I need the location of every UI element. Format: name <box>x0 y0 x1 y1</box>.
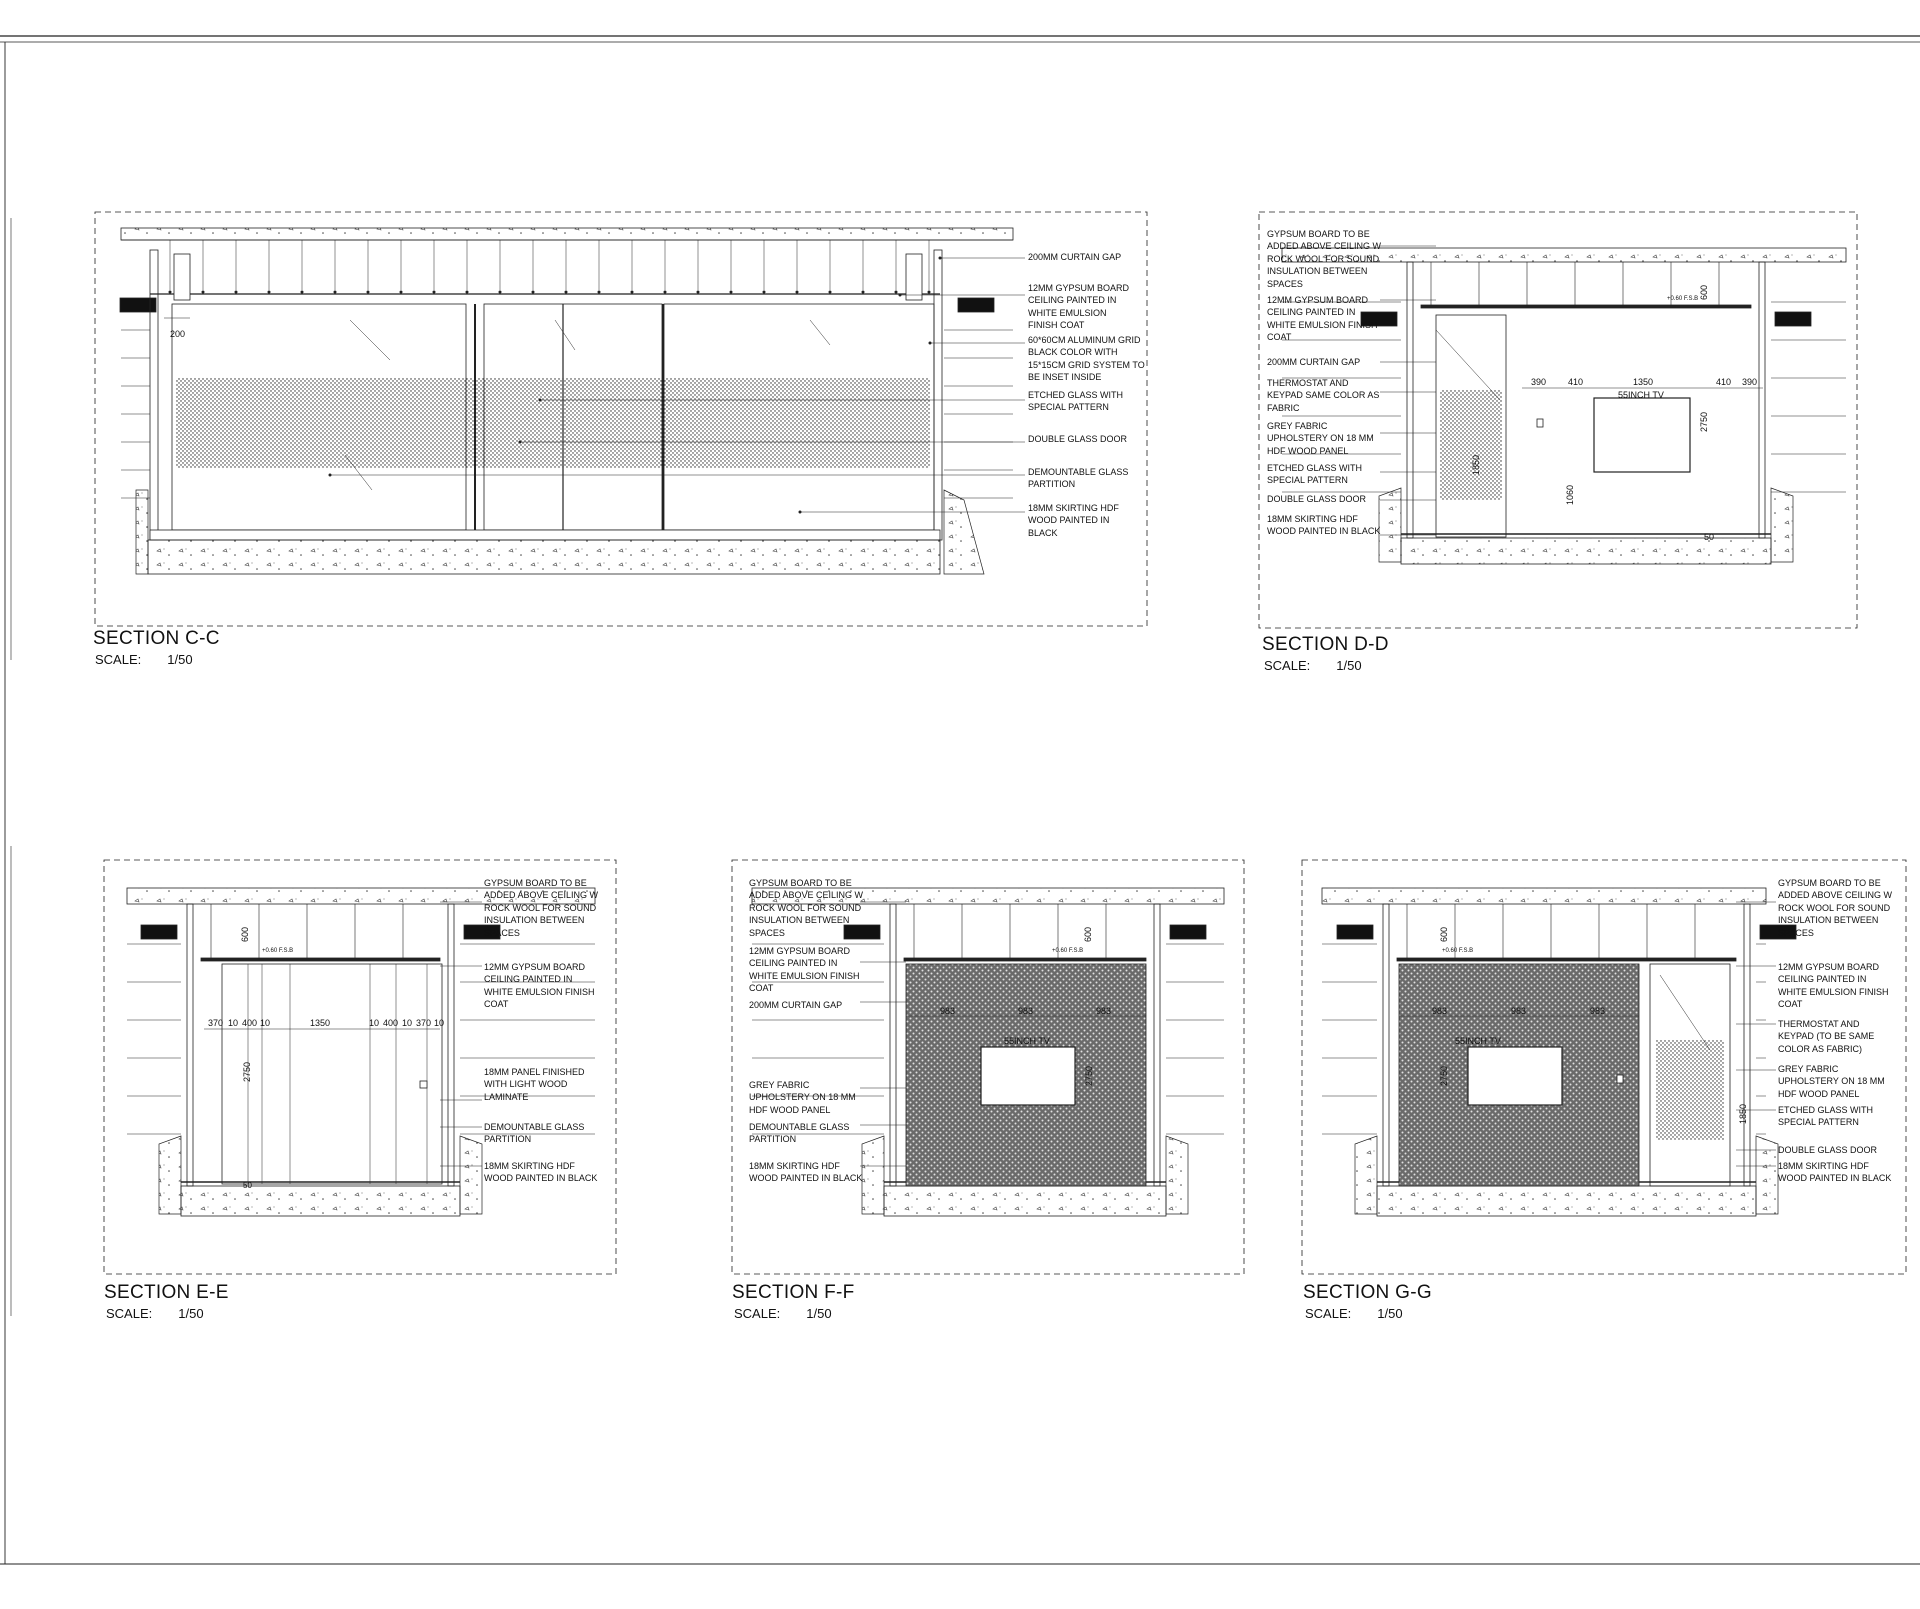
glass-reflection <box>1660 975 1710 1050</box>
grid-node <box>499 291 502 294</box>
grid-node <box>730 291 733 294</box>
floor-slab <box>1401 538 1771 564</box>
note-thermostat: THERMOSTAT AND KEYPAD (TO BE SAME COLOR AS FABRIC) <box>1778 1019 1875 1054</box>
scale-label: SCALE: <box>106 1306 153 1321</box>
note-curtain-gap: 200MM CURTAIN GAP <box>749 1000 843 1010</box>
scale-gg <box>1305 1306 1403 1321</box>
grid-node <box>631 291 634 294</box>
note-gypsum-ceiling: 12MM GYPSUM BOARD CEILING PAINTED IN WHITE EMULSION FINISH COAT <box>749 946 860 994</box>
dimension-text: 410 <box>1568 377 1584 387</box>
curtain-pocket <box>174 254 190 300</box>
note-gypsum-above-ceiling: GYPSUM BOARD TO BE ADDED ABOVE CEILING W ROCK WOOL FOR SOUND INSULATION BETWEEN SPACES <box>1778 878 1893 938</box>
glass-reflection <box>555 320 575 350</box>
dimension-text: 370 <box>208 1018 224 1028</box>
note-aluminum-grid: 60*60CM ALUMINUM GRID BLACK COLOR WITH 15*15CM GRID SYSTEM TO BE INSET INSIDE <box>1028 335 1145 383</box>
grid-node <box>235 291 238 294</box>
scale-value: 1/50 <box>1377 1306 1403 1321</box>
tv-screen <box>1594 398 1690 472</box>
note-skirting: 18MM SKIRTING HDF WOOD PAINTED IN BLACK <box>749 1161 863 1184</box>
section-title-gg: SECTION G-G <box>1303 1282 1432 1303</box>
wall-left <box>1383 904 1389 1186</box>
note-grey-fabric: GREY FABRIC UPHOLSTERY ON 18 MM HDF WOOD PANEL <box>749 1080 856 1115</box>
grid-node <box>565 291 568 294</box>
wall-right <box>1744 904 1750 1186</box>
level-marker: +0.60 F.S.B <box>1667 296 1699 302</box>
grid-node <box>829 291 832 294</box>
wall-left <box>187 904 193 1186</box>
wall-right <box>1759 262 1765 538</box>
dimension-text: 10 <box>402 1018 413 1028</box>
grid-node <box>796 291 799 294</box>
note-demountable-partition: DEMOUNTABLE GLASS PARTITION <box>749 1122 850 1145</box>
note-grey-fabric: GREY FABRIC UPHOLSTERY ON 18 MM HDF WOOD PANEL <box>1778 1064 1885 1099</box>
wall-right <box>1154 904 1160 1186</box>
scale-value: 1/50 <box>806 1306 832 1321</box>
note-skirting: 18MM SKIRTING HDF WOOD PAINTED IN BLACK <box>1028 503 1119 538</box>
note-gypsum-ceiling: 12MM GYPSUM BOARD CEILING PAINTED IN WHITE EMULSION FINISH COAT <box>1267 295 1378 343</box>
grid-node <box>433 291 436 294</box>
scale-label: SCALE: <box>734 1306 781 1321</box>
dimension-text: 983 <box>1590 1006 1606 1016</box>
note-thermostat: THERMOSTAT AND KEYPAD SAME COLOR AS FABRIC <box>1267 378 1380 413</box>
ac-grille <box>1775 312 1811 326</box>
note-gypsum-ceiling: 12MM GYPSUM BOARD CEILING PAINTED IN WHITE EMULSION FINISH COAT <box>1028 283 1130 331</box>
glass-reflection <box>350 320 390 360</box>
floor-slab <box>181 1186 460 1216</box>
dimension-text: 2750 <box>242 1061 252 1082</box>
scale-cc <box>95 652 193 667</box>
dimension-text: 983 <box>1018 1006 1034 1016</box>
sill-right <box>944 490 984 574</box>
ac-grille <box>1337 925 1373 939</box>
level-marker: +0.60 F.S.B <box>1442 948 1474 954</box>
dimension-text: 983 <box>1511 1006 1527 1016</box>
dimension-text: 983 <box>1432 1006 1448 1016</box>
ac-grille <box>120 298 156 312</box>
grid-node <box>301 291 304 294</box>
level-marker: +0.60 F.S.B <box>1052 948 1084 954</box>
dimension-text: 200 <box>170 329 186 339</box>
note-etched-glass: ETCHED GLASS WITH SPECIAL PATTERN <box>1028 390 1124 413</box>
dimension-text: 10 <box>434 1018 445 1028</box>
leader-dot <box>329 474 332 477</box>
scale-label: SCALE: <box>1305 1306 1352 1321</box>
note-skirting: 18MM SKIRTING HDF WOOD PAINTED IN BLACK <box>1778 1161 1892 1184</box>
tv-label: 55INCH TV <box>1004 1036 1050 1046</box>
section-title-ee: SECTION E-E <box>104 1282 229 1303</box>
dimension-text: 400 <box>242 1018 258 1028</box>
dimension-text: 10 <box>228 1018 239 1028</box>
sill-right <box>1756 1136 1778 1214</box>
note-double-glass-door: DOUBLE GLASS DOOR <box>1778 1145 1878 1155</box>
grid-node <box>664 291 667 294</box>
grid-node <box>367 291 370 294</box>
note-gypsum-above-ceiling: GYPSUM BOARD TO BE ADDED ABOVE CEILING W ROCK WOOL FOR SOUND INSULATION BETWEEN SPACES <box>749 878 864 938</box>
note-gypsum-above-ceiling: GYPSUM BOARD TO BE ADDED ABOVE CEILING W ROCK WOOL FOR SOUND INSULATION BETWEEN SPACES <box>484 878 599 938</box>
dimension-text: 2750 <box>1439 1065 1449 1086</box>
grid-node <box>202 291 205 294</box>
leader-dot <box>799 511 802 514</box>
sill-left <box>159 1136 181 1214</box>
note-gypsum-above-ceiling: GYPSUM BOARD TO BE ADDED ABOVE CEILING W ROCK WOOL FOR SOUND INSULATION BETWEEN SPACES <box>1267 229 1382 289</box>
sill-left <box>1355 1136 1377 1214</box>
note-demountable-partition: DEMOUNTABLE GLASS PARTITION <box>1028 467 1129 490</box>
note-double-glass-door: DOUBLE GLASS DOOR <box>1267 494 1367 504</box>
etched-glass-band <box>1440 390 1502 500</box>
grid-node <box>466 291 469 294</box>
ac-grille <box>141 925 177 939</box>
tv-screen <box>981 1047 1075 1105</box>
wall-right <box>448 904 454 1186</box>
gypsum-ceiling <box>201 958 440 961</box>
grid-node <box>928 291 931 294</box>
gypsum-ceiling <box>904 958 1146 961</box>
note-gypsum-ceiling: 12MM GYPSUM BOARD CEILING PAINTED IN WHITE EMULSION FINISH COAT <box>484 962 595 1010</box>
glass-reflection <box>1436 330 1500 400</box>
etched-glass-band <box>176 378 930 468</box>
dimension-text: 600 <box>1083 926 1093 942</box>
floor-slab <box>148 540 940 574</box>
grid-node <box>268 291 271 294</box>
gypsum-ceiling <box>1397 958 1736 961</box>
dimension-text: 10 <box>369 1018 380 1028</box>
note-demountable-partition: DEMOUNTABLE GLASS PARTITION <box>484 1122 585 1145</box>
dimension-text: 390 <box>1742 377 1758 387</box>
note-grey-fabric: GREY FABRIC UPHOLSTERY ON 18 MM HDF WOOD PANEL <box>1267 421 1374 456</box>
dimension-text: 1850 <box>1738 1103 1748 1124</box>
note-curtain-gap: 200MM CURTAIN GAP <box>1028 252 1122 262</box>
leader-dot <box>929 342 932 345</box>
thermostat <box>1537 419 1543 427</box>
scale-value: 1/50 <box>178 1306 204 1321</box>
section-title-cc: SECTION C-C <box>93 628 220 649</box>
sill-left <box>1379 488 1401 562</box>
dimension-text: 983 <box>1096 1006 1112 1016</box>
dimension-text: 1060 <box>1565 484 1575 505</box>
ceiling-slab <box>121 228 1013 240</box>
dimension-text: 10 <box>260 1018 271 1028</box>
grid-node <box>598 291 601 294</box>
tv-label: 55INCH TV <box>1455 1036 1501 1046</box>
gypsum-ceiling <box>1421 305 1751 308</box>
note-double-glass-door: DOUBLE GLASS DOOR <box>1028 434 1128 444</box>
floor-slab <box>1377 1186 1756 1216</box>
note-gypsum-ceiling: 12MM GYPSUM BOARD CEILING PAINTED IN WHITE EMULSION FINISH COAT <box>1778 962 1889 1010</box>
note-etched-glass: ETCHED GLASS WITH SPECIAL PATTERN <box>1267 463 1363 486</box>
tv-screen <box>1468 1047 1562 1105</box>
dimension-text: 50 <box>243 1181 252 1190</box>
grid-node <box>697 291 700 294</box>
skirting <box>150 530 940 540</box>
dimension-text: 2750 <box>1084 1065 1094 1086</box>
grid-node <box>532 291 535 294</box>
leader-dot <box>519 441 522 444</box>
grid-node <box>334 291 337 294</box>
grid-node <box>169 291 172 294</box>
dimension-text: 1850 <box>1471 454 1481 475</box>
dimension-text: 400 <box>383 1018 399 1028</box>
dimension-text: 1350 <box>1633 377 1654 387</box>
dimension-text: 1350 <box>310 1018 331 1028</box>
wall-left <box>1407 262 1413 538</box>
scale-label: SCALE: <box>95 652 142 667</box>
level-marker: +0.60 F.S.B <box>262 948 294 954</box>
sill-left <box>136 490 148 574</box>
scale-ff <box>734 1306 832 1321</box>
grid-node <box>400 291 403 294</box>
wall-left <box>890 904 896 1186</box>
curtain-pocket <box>906 254 922 300</box>
floor-slab <box>884 1186 1166 1216</box>
sill-right <box>460 1136 482 1214</box>
grid-node <box>763 291 766 294</box>
dimension-text: 390 <box>1531 377 1547 387</box>
note-skirting: 18MM SKIRTING HDF WOOD PAINTED IN BLACK <box>484 1161 598 1184</box>
glass-reflection <box>810 320 830 345</box>
note-curtain-gap: 200MM CURTAIN GAP <box>1267 357 1361 367</box>
ac-grille <box>1170 925 1206 939</box>
leader-dot <box>899 294 902 297</box>
scale-dd <box>1264 658 1362 673</box>
etched-glass-band <box>1656 1040 1724 1140</box>
scale-value: 1/50 <box>1336 658 1362 673</box>
note-skirting: 18MM SKIRTING HDF WOOD PAINTED IN BLACK <box>1267 514 1381 537</box>
sill-right <box>1771 488 1793 562</box>
section-title-dd: SECTION D-D <box>1262 634 1389 655</box>
dimension-text: 2750 <box>1699 411 1709 432</box>
dimension-text: 600 <box>1439 926 1449 942</box>
sill-left <box>862 1136 884 1214</box>
dimension-text: 600 <box>240 926 250 942</box>
scale-label: SCALE: <box>1264 658 1311 673</box>
grid-node <box>862 291 865 294</box>
leader-dot <box>539 399 542 402</box>
socket <box>420 1081 427 1088</box>
leader-dot <box>939 257 942 260</box>
scale-ee <box>106 1306 204 1321</box>
thermostat <box>1617 1075 1623 1083</box>
dimension-text: 600 <box>1699 284 1709 300</box>
wood-panel-wall <box>222 964 445 1184</box>
note-etched-glass: ETCHED GLASS WITH SPECIAL PATTERN <box>1778 1105 1874 1128</box>
ceiling-slab <box>1322 888 1766 904</box>
ac-grille <box>958 298 994 312</box>
dimension-text: 983 <box>940 1006 956 1016</box>
scale-value: 1/50 <box>167 652 193 667</box>
dimension-text: 410 <box>1716 377 1732 387</box>
note-wood-panel: 18MM PANEL FINISHED WITH LIGHT WOOD LAMINATE <box>484 1067 585 1102</box>
section-title-ff: SECTION F-F <box>732 1282 855 1303</box>
grid-node <box>895 291 898 294</box>
sill-right <box>1166 1136 1188 1214</box>
tv-label: 55INCH TV <box>1618 390 1664 400</box>
dimension-text: 370 <box>416 1018 432 1028</box>
dimension-text: 50 <box>1704 532 1715 542</box>
